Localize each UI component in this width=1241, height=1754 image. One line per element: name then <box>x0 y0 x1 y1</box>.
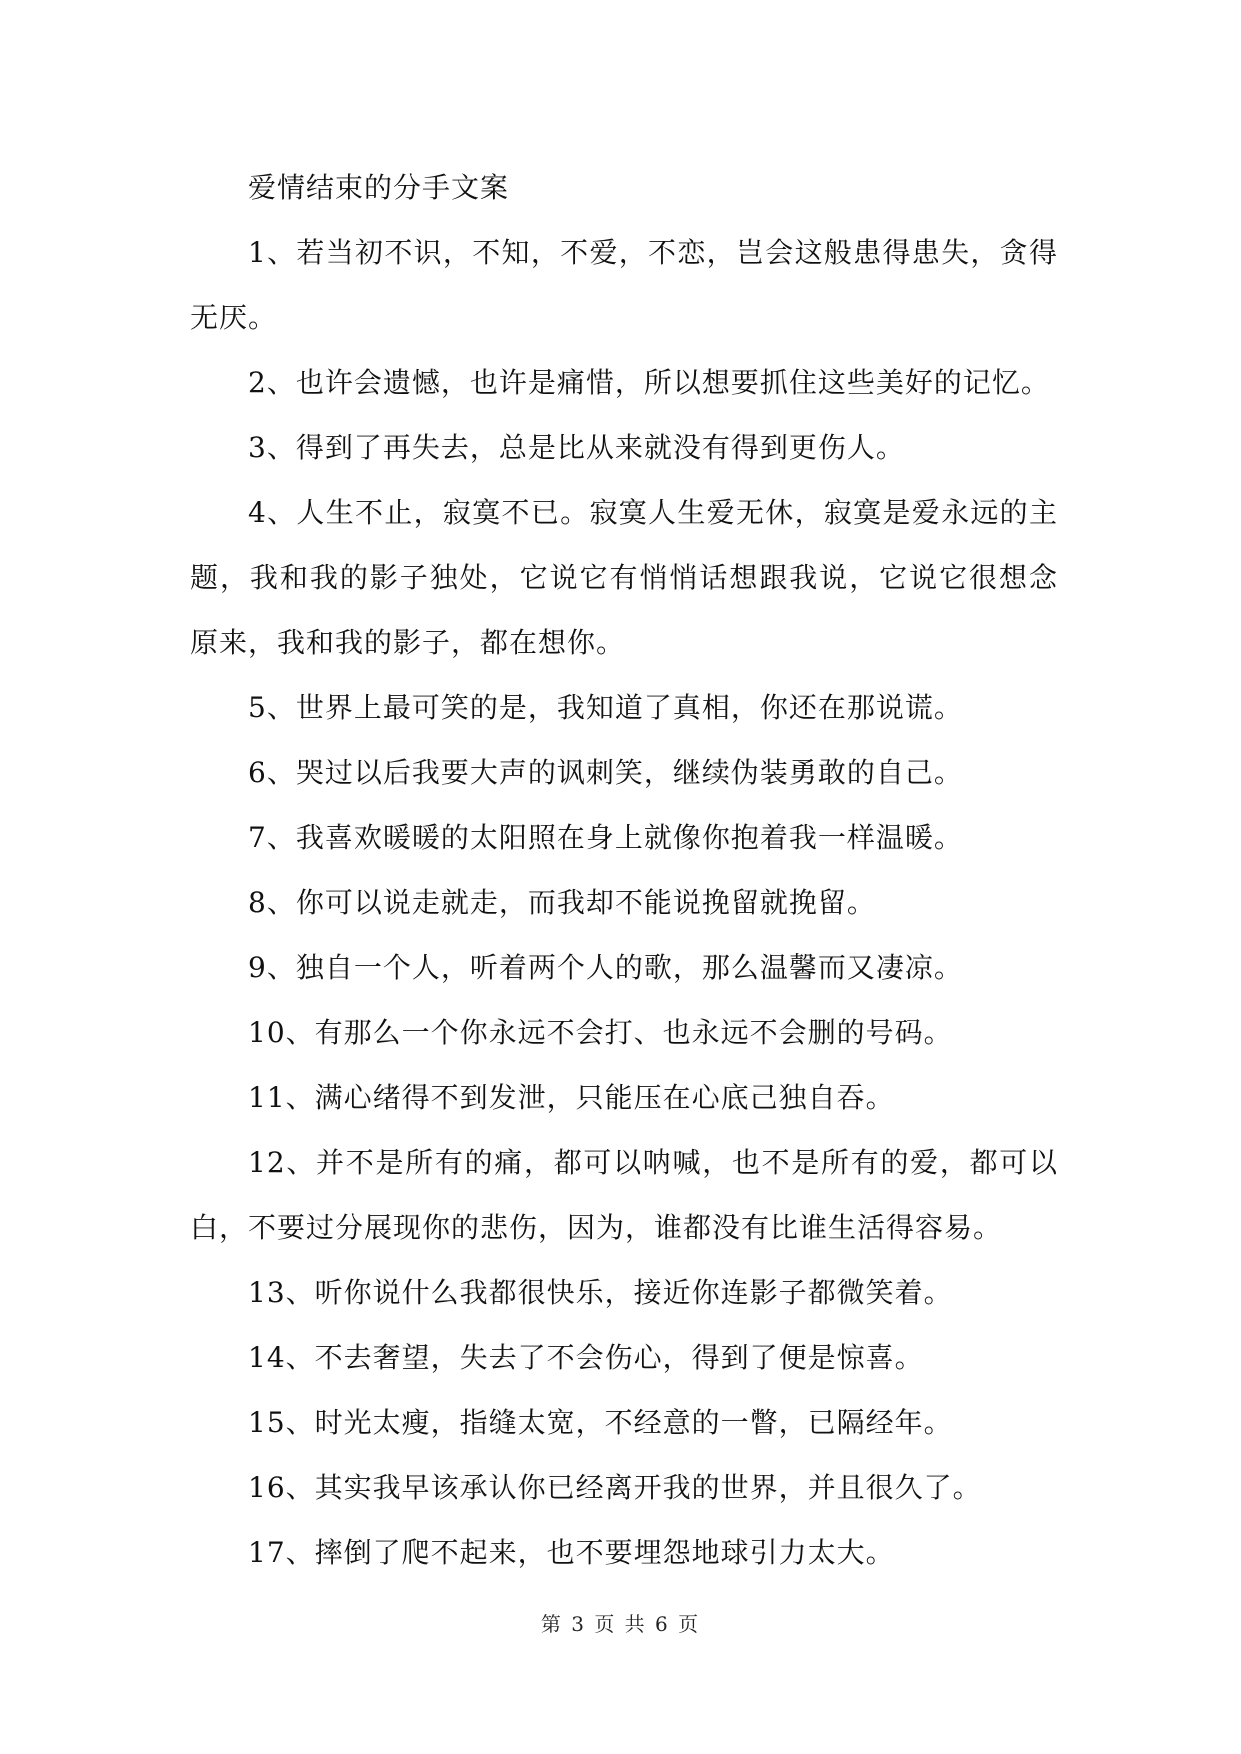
text-line: 无厌。 <box>190 301 278 334</box>
text-line: 6、哭过以后我要大声的讽刺笑，继续伪装勇敢的自己。 <box>248 756 963 789</box>
text-line: 白，不要过分展现你的悲伤，因为，谁都没有比谁生活得容易。 <box>190 1211 1003 1244</box>
text-line: 16、其实我早该承认你已经离开我的世界，并且很久了。 <box>248 1471 982 1504</box>
text-line: 7、我喜欢暖暖的太阳照在身上就像你抱着我一样温暖。 <box>248 821 963 854</box>
text-line: 12、并不是所有的痛，都可以呐喊，也不是所有的爱，都可以 <box>248 1146 1058 1179</box>
document-body <box>190 155 1058 1585</box>
text-line: 10、有那么一个你永远不会打、也永远不会删的号码。 <box>248 1016 953 1049</box>
text-line: 原来，我和我的影子，都在想你。 <box>190 626 626 659</box>
text-line: 1、若当初不识，不知，不爱，不恋，岂会这般患得患失，贪得 <box>248 236 1058 269</box>
document-title: 爱情结束的分手文案 <box>248 171 510 204</box>
text-line: 9、独自一个人，听着两个人的歌，那么温馨而又凄凉。 <box>248 951 963 984</box>
text-line: 题，我和我的影子独处，它说它有悄悄话想跟我说，它说它很想念 <box>190 561 1058 594</box>
text-line: 2、也许会遗憾，也许是痛惜，所以想要抓住这些美好的记忆。 <box>248 366 1050 399</box>
page-footer: 第 3 页 共 6 页 <box>540 1612 701 1636</box>
text-line: 3、得到了再失去，总是比从来就没有得到更伤人。 <box>248 431 905 464</box>
text-line: 5、世界上最可笑的是，我知道了真相，你还在那说谎。 <box>248 691 963 724</box>
text-line: 4、人生不止，寂寞不已。寂寞人生爱无休，寂寞是爱永远的主 <box>248 496 1058 529</box>
text-line: 8、你可以说走就走，而我却不能说挽留就挽留。 <box>248 886 876 919</box>
text-line: 17、摔倒了爬不起来，也不要埋怨地球引力太大。 <box>248 1536 895 1569</box>
text-line: 11、满心绪得不到发泄，只能压在心底己独自吞。 <box>248 1081 895 1114</box>
text-line: 14、不去奢望，失去了不会伤心，得到了便是惊喜。 <box>248 1341 924 1374</box>
text-line: 13、听你说什么我都很快乐，接近你连影子都微笑着。 <box>248 1276 953 1309</box>
text-line: 15、时光太瘦，指缝太宽，不经意的一瞥，已隔经年。 <box>248 1406 953 1439</box>
paragraph-lines <box>190 220 1058 1585</box>
